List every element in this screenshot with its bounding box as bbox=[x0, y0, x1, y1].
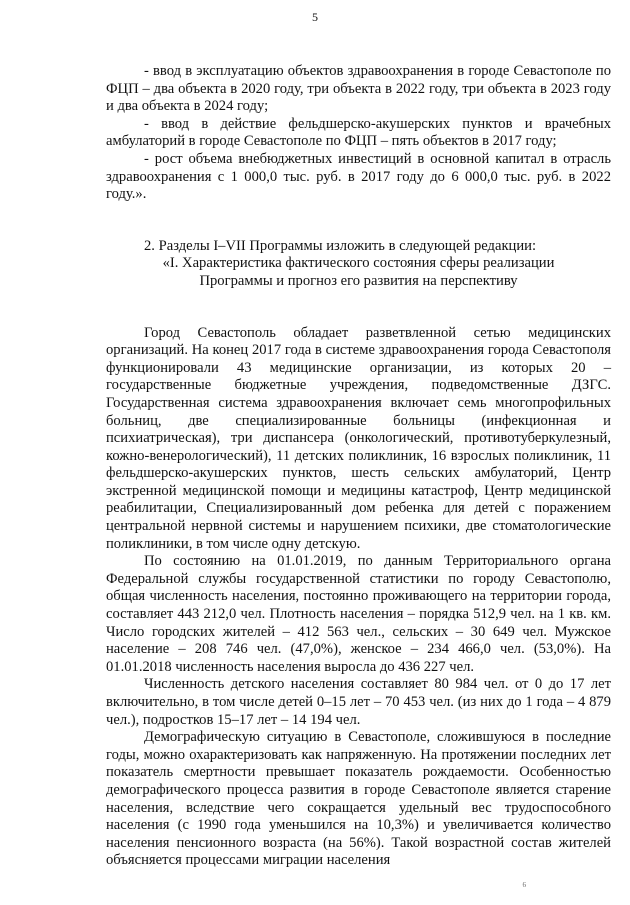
page-number: 5 bbox=[312, 10, 318, 24]
list-item-facilities: - ввод в эксплуатацию объектов здравоохранения в городе Севастополе по ФЦП – два объекта в 2020 году, три объекта в 2022 году, три объекта в 2023 году и два объекта в 2024 году; bbox=[106, 63, 611, 115]
section-heading-line1: «I. Характеристика фактического состояния сферы реализации bbox=[162, 255, 555, 272]
paragraph-population: По состоянию на 01.01.2019, по данным Территориального органа Федеральной службы государственной статистики по городу Севастополю, общая численность населения, постоянно проживающего на территории города, составляет 443 212,0 чел. Плотность населения – порядка 512,9 чел. на 1 кв. км. Число городских жителей – 412 563 чел., сельских – 30 649 чел. Мужское население – 208 746 чел. (47,0%), женское – 234 466,0 чел. (53,0%). На 01.01.2018 численность населения выросла до 436 227 чел. bbox=[106, 553, 611, 675]
paragraph-healthcare-network: Город Севастополь обладает разветвленной сетью медицинских организаций. На конец 2017 года в системе здравоохранения города Севастополя функционировали 43 медицинские организации, из которых 20 – государственные бюджетные учреждения, подведомственные ДЗГС. Государственная система здравоохранения включает семь многопрофильных больниц, две специализированные больницы (инфекционная и психиатрическая), три диспансера (онкологический, противотуберкулезный, кожно-венерологический), 11 детских поликлиник, 16 взрослых поликлиник, 11 фельдшерско-акушерских пунктов, шесть сельских амбулаторий, Центр экстренной медицинской помощи и медицины катастроф, Центр медицинской реабилитации, Специализированный дом ребенка для детей с поражением центральной нервной системы и нарушением психики, две стоматологические поликлиники, в том числе одну детскую. bbox=[106, 324, 611, 552]
document-body bbox=[106, 63, 611, 870]
paragraph-demography: Демографическую ситуацию в Севастополе, сложившуюся в последние годы, можно охарактеризовать как напряженную. На протяжении последних лет показатель смертности превышает показатель рождаемости. Особенностью демографического процесса развития в городе Севастополе является старение населения, вследствие чего сокращается удельный вес трудоспособного населения (с 1990 года уменьшился на 10,3%) и увеличивается количество населения пенсионного возраста (на 56%). Такой возрастной состав жителей объясняется процессами миграции населения bbox=[106, 729, 611, 869]
bottom-mark: 6 bbox=[522, 881, 526, 889]
section-heading-line2: Программы и прогноз его развития на перспективу bbox=[199, 272, 518, 289]
list-item-feldsher-points: - ввод в действие фельдшерско-акушерских пунктов и врачебных амбулаторий в городе Севастополе по ФЦП – пять объектов в 2017 году; bbox=[106, 115, 611, 150]
section-intro: 2. Разделы I–VII Программы изложить в следующей редакции: bbox=[144, 237, 537, 254]
list-item-investments: - рост объема внебюджетных инвестиций в основной капитал в отрасль здравоохранения с 1 000,0 тыс. руб. в 2017 году до 6 000,0 тыс. руб. в 2022 году.». bbox=[106, 150, 611, 203]
paragraph-children: Численность детского населения составляет 80 984 чел. от 0 до 17 лет включительно, в том числе детей 0–15 лет – 70 453 чел. (из них до 1 года – 4 879 чел.), подростков 15–17 лет – 14 194 чел. bbox=[106, 676, 611, 728]
